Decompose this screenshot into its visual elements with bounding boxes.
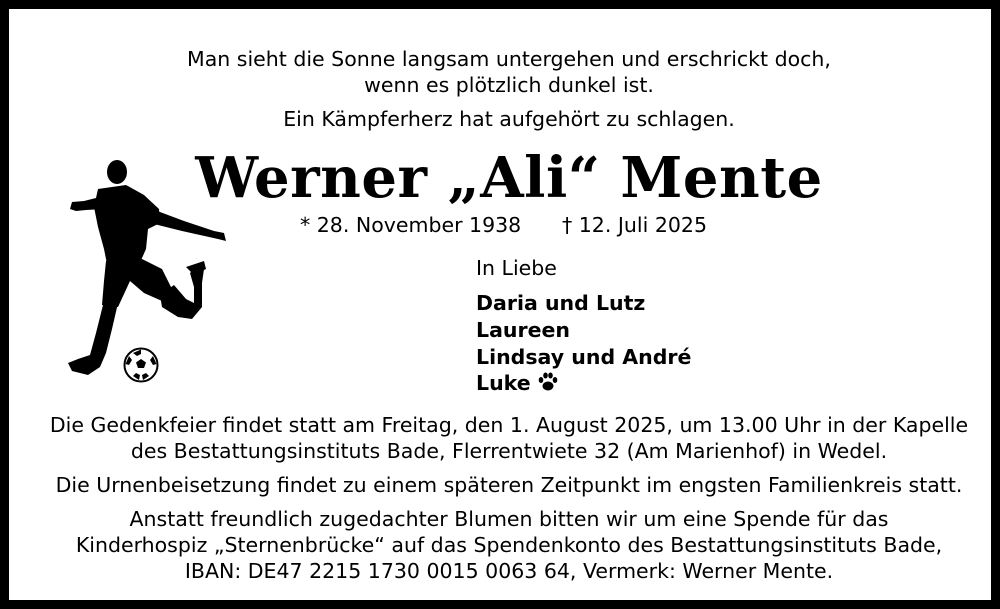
paw-print-icon <box>537 371 559 393</box>
poem-line-3: Ein Kämpferherz hat aufgehört zu schlagen. <box>283 107 735 131</box>
donation-line-3: IBAN: DE47 2215 1730 0015 0063 64, Vermerk: Werner Mente. <box>184 559 834 583</box>
death-date: † 12. Juli 2025 <box>562 213 708 237</box>
family-member: Laureen <box>476 318 571 342</box>
family-intro: In Liebe <box>476 256 557 280</box>
deceased-name: Werner „Ali“ Mente <box>195 145 823 211</box>
family-member: Daria und Lutz <box>476 291 646 315</box>
ceremony-line-2: des Bestattungsinstituts Bade, Flerrentwiete 32 (Am Marienhof) in Wedel. <box>130 439 888 463</box>
poem-line-1: Man sieht die Sonne langsam untergehen und erschrickt doch, <box>187 47 831 71</box>
family-member: Luke <box>476 370 559 397</box>
birth-date: * 28. November 1938 <box>300 213 522 237</box>
poem-line-2: wenn es plötzlich dunkel ist. <box>364 73 654 97</box>
donation-line-1: Anstatt freundlich zugedachter Blumen bitten wir um eine Spende für das <box>129 507 889 531</box>
soccer-ball-icon <box>123 347 159 383</box>
burial-line: Die Urnenbeisetzung findet zu einem späteren Zeitpunkt im engsten Familienkreis statt. <box>55 473 963 497</box>
family-member: Lindsay und André <box>476 345 692 369</box>
donation-line-2: Kinderhospiz „Sternenbrücke“ auf das Spendenkonto des Bestattungsinstituts Bade, <box>75 533 943 557</box>
ceremony-line-1: Die Gedenkfeier findet statt am Freitag, den 1. August 2025, um 13.00 Uhr in der Kapelle <box>49 413 969 437</box>
